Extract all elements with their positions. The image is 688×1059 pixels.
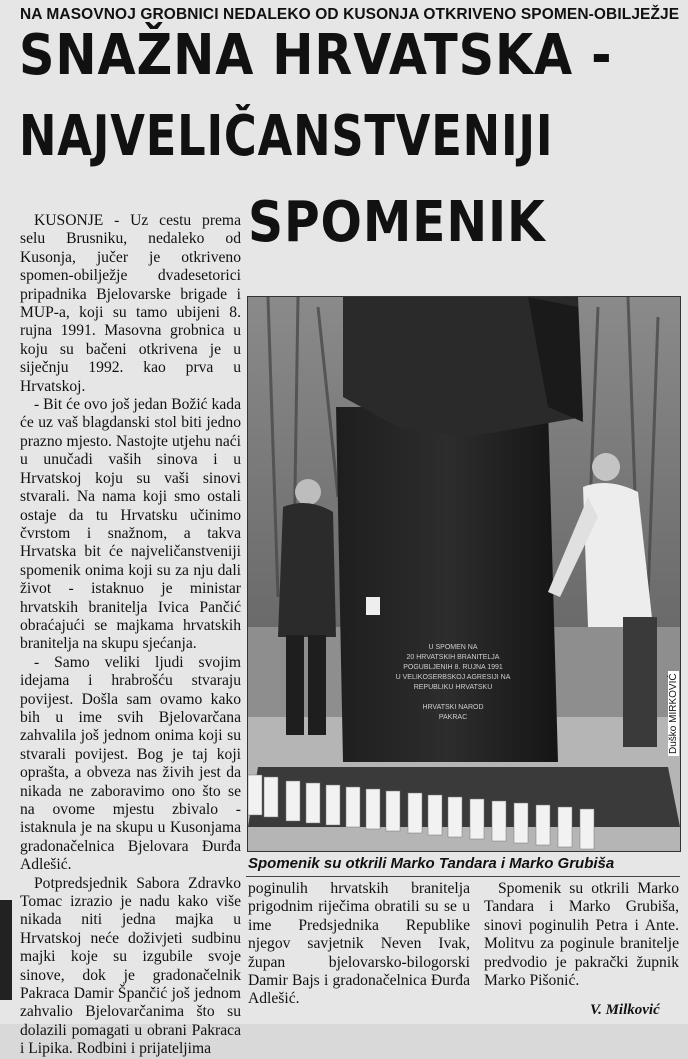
plaque-line: PAKRAC bbox=[438, 714, 468, 721]
plaque-line: U VELIKOSERBSKOJ AGRESIJI NA bbox=[395, 674, 511, 681]
kicker: NA MASOVNOJ GROBNICI NEDALEKO OD KUSONJA OTKRIVENO SPOMEN-OBILJEŽJE bbox=[20, 6, 680, 23]
article-column-2 bbox=[248, 880, 470, 1009]
memorial-photo bbox=[247, 296, 681, 852]
plaque-line: POGUBLJENIH 8. RUJNA 1991 bbox=[403, 664, 503, 671]
paragraph: Spomenik su otkrili Marko Tandara i Marko Grubiša, sinovi poginulih Petra i Ante. Molitvu za poginule branitelje predvodio je pakrački župnik Marko Pišonić. bbox=[484, 880, 679, 990]
byline: V. Milković bbox=[590, 1002, 660, 1018]
paragraph: - Samo veliki ljudi svojim idejama i hrabrošću stvaraju povijest. Došla sam ovamo kako bih u ime svih Bjelovarčana zahvalila još jednom onima koji su stvarali povijest. Bog je taj koji oprašta, a obveza nas živih jest da nikada ne zaboravimo ono što se na ovome mjestu zbivalo - istaknula je na skupu u Kusonjama gradonačelnica Bjelovara Đurđa Adlešić. bbox=[20, 653, 241, 874]
plaque-line: U SPOMEN NA bbox=[428, 644, 478, 651]
paragraph: - Bit će ovo još jedan Božić kada će uz vaš blagdanski stol biti jedno prazno mjesto. Nastojte utjehu naći u unučadi vaših sinova i u Hrvatskoj koju su vaši sinovi stvarali. Na nama koji smo ostali ostaje da tu Hrvatsku učinimo čvrstom i snažnom, a takva Hrvatska bit će najveličanstveniji spomenik onima koji su za nju dali život - istaknuo je ministar hrvatskih branitelja Ivica Pančić obraćajući se majkama hrvatskih branitelja na skupu sjećanja. bbox=[20, 396, 241, 653]
headline-line-3: SPOMENIK bbox=[248, 190, 546, 255]
plaque-line: REPUBLIKU HRVATSKU bbox=[413, 684, 493, 691]
article-column-1 bbox=[20, 212, 241, 1059]
headline-line-1: SNAŽNA HRVATSKA - bbox=[19, 23, 613, 88]
photo-caption: Spomenik su otkrili Marko Tandara i Marko Grubiša bbox=[248, 855, 615, 872]
paragraph: poginulih hrvatskih branitelja prigodnim riječima obratili su se u ime Predsjednika Republike njegov savjetnik Neven Ivak, župan bjelovarsko-bilogorski Damir Bajs i gradonačelnica Đurđa Adlešić. bbox=[248, 880, 470, 1008]
plaque-line: HRVATSKI NAROD bbox=[422, 704, 484, 711]
headline-line-2: NAJVELIČANSTVENIJI bbox=[19, 104, 554, 169]
divider bbox=[246, 876, 680, 877]
paragraph: KUSONJE - Uz cestu prema selu Brusniku, nedaleko od Kusonja, jučer je otkriveno spomen-obilježje dvadesetorici pripadnika Bjelovarske brigade i MUP-a, koji su tamo ubijeni 8. rujna 1991. Masovna grobnica u koju su bačeni otkrivena je u siječnju 1992. kao prva u Hrvatskoj. bbox=[20, 212, 241, 395]
plaque-line: 20 HRVATSKIH BRANITELJA bbox=[406, 654, 500, 661]
page-edge-marker bbox=[0, 900, 12, 1000]
paragraph: Potpredsjednik Sabora Zdravko Tomac izrazio je nadu kako više nikada niti jedna majka u Hrvatskoj neće doživjeti sudbinu majki koje su izgubile svoje sinove, dok je gradonačelnik Pakraca Damir Špančić još jednom zahvalio Bjelovarčanima što su dolazili pomagati u obrani Pakraca i Lipika. Rodbini i prijateljima bbox=[20, 874, 241, 1058]
article-column-3 bbox=[484, 880, 679, 990]
photo-credit: Duško MIRKOVIĆ bbox=[668, 673, 679, 754]
memorial-photo-graphic bbox=[248, 297, 680, 851]
coat-of-arms-icon bbox=[366, 597, 380, 615]
